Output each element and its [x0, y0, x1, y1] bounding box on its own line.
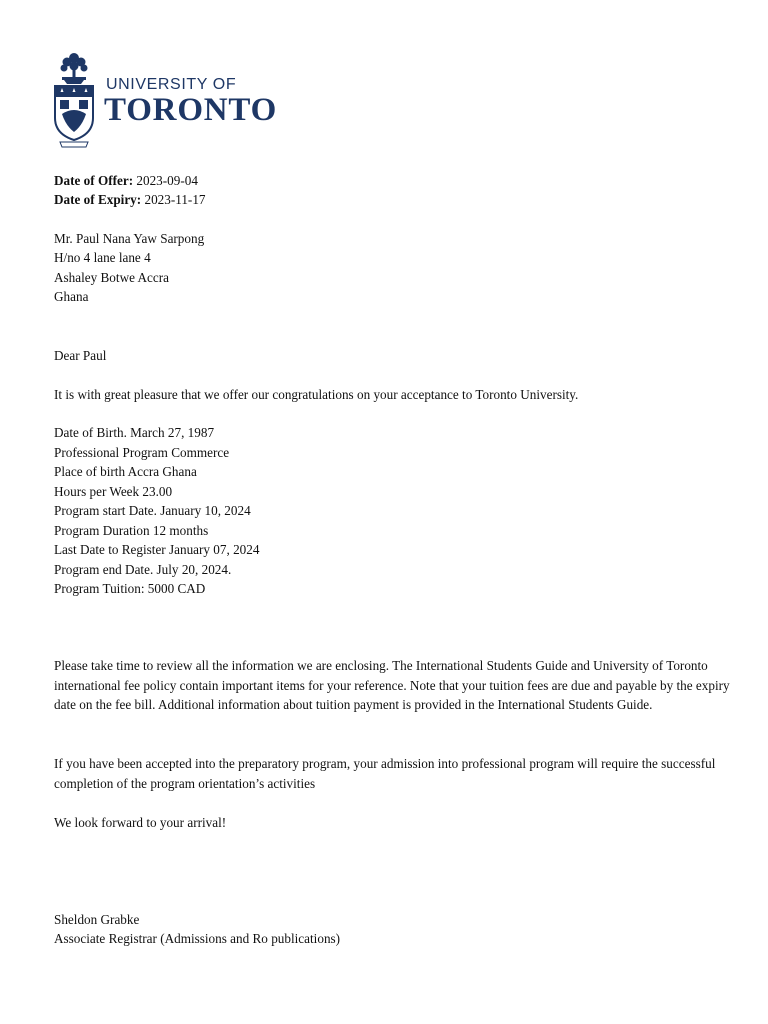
intro-paragraph: It is with great pleasure that we offer our congratulations on your acceptance to Toronto University.	[54, 387, 579, 402]
signatory-name: Sheldon Grabke	[54, 912, 140, 927]
closing-line: We look forward to your arrival!	[54, 815, 227, 830]
logo-text-main: TORONTO	[104, 92, 278, 128]
detail-line: Program start Date. January 10, 2024	[54, 503, 251, 518]
date-of-expiry	[54, 190, 206, 210]
date-of-expiry-label: Date of Expiry:	[54, 192, 142, 207]
address-line: Ashaley Botwe Accra	[54, 270, 169, 285]
signatory-title: Associate Registrar (Admissions and Ro publications)	[54, 931, 341, 946]
detail-line: Program Tuition: 5000 CAD	[54, 581, 206, 596]
address-line: H/no 4 lane lane 4	[54, 250, 151, 265]
detail-line: Last Date to Register January 07, 2024	[54, 542, 260, 557]
detail-line: Program Duration 12 months	[54, 523, 209, 538]
body-paragraph-preparatory: If you have been accepted into the preparatory program, your admission into professional program will require the successful completion of the program orientation’s activities	[54, 756, 716, 791]
detail-line: Place of birth Accra Ghana	[54, 464, 197, 479]
detail-line: Program end Date. July 20, 2024.	[54, 562, 232, 577]
crest-icon	[52, 48, 96, 148]
date-of-offer	[54, 171, 198, 191]
date-of-offer-label: Date of Offer:	[54, 173, 134, 188]
date-of-offer-value: 2023-09-04	[136, 173, 198, 188]
address-country: Ghana	[54, 289, 89, 304]
logo-text-top: UNIVERSITY OF	[106, 76, 237, 93]
detail-line: Hours per Week 23.00	[54, 484, 173, 499]
detail-line: Date of Birth. March 27, 1987	[54, 425, 215, 440]
date-of-expiry-value: 2023-11-17	[144, 192, 206, 207]
address-name: Mr. Paul Nana Yaw Sarpong	[54, 231, 205, 246]
detail-line: Professional Program Commerce	[54, 445, 230, 460]
university-logo	[52, 48, 302, 158]
salutation: Dear Paul	[54, 348, 107, 363]
body-paragraph-fees: Please take time to review all the information we are enclosing. The International Students Guide and University of Toronto international fee policy contain important items for your reference. Note that your tuition fees are due and payable by the expiry date on the fee bill. Additional information about tuition payment is provided in the International Students Guide.	[54, 658, 730, 712]
